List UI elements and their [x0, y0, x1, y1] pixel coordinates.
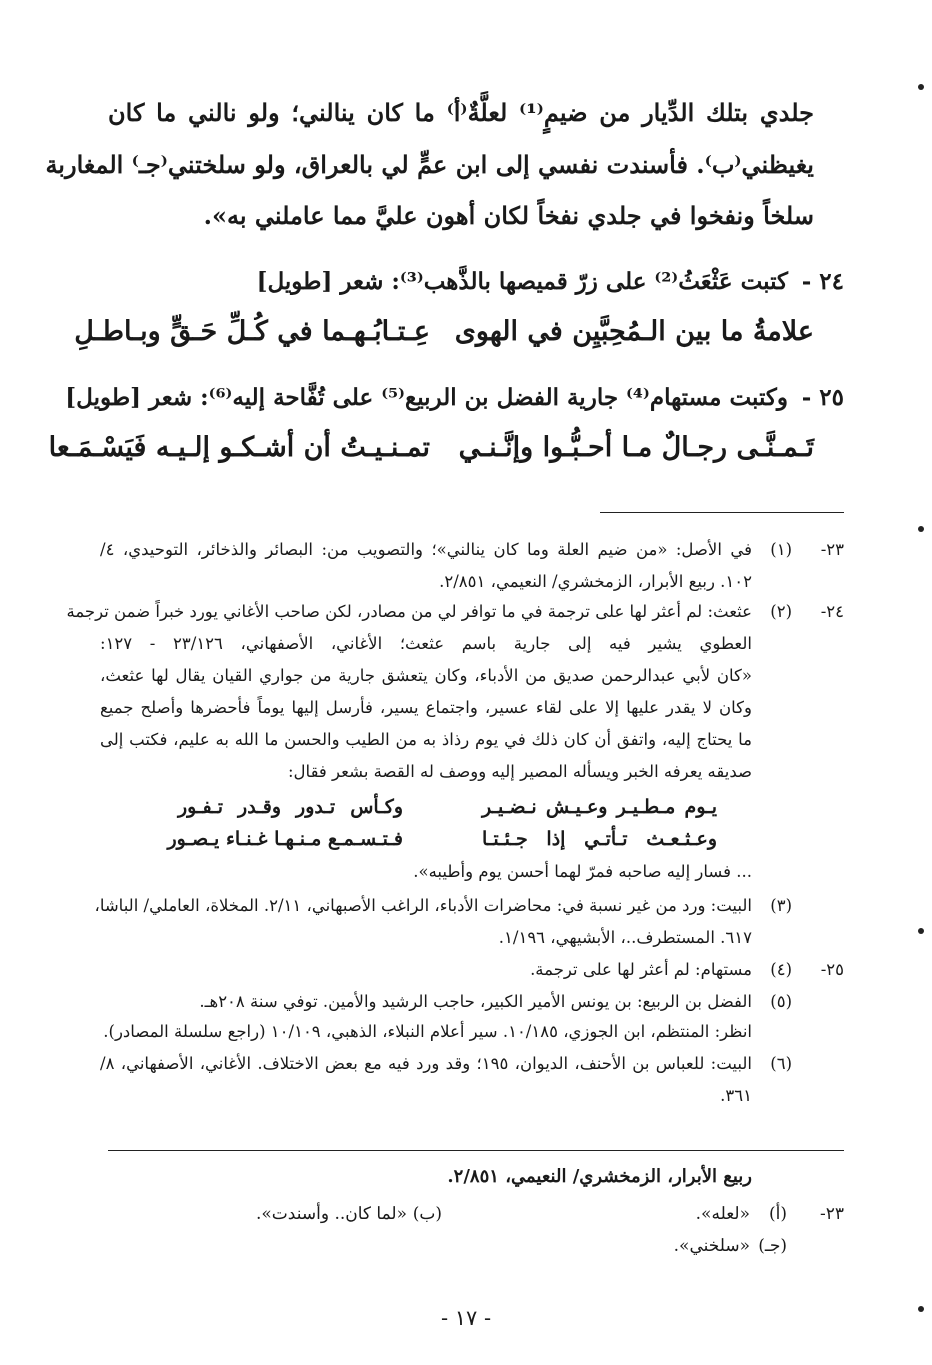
- variants-group: ٢٣-: [819, 1204, 844, 1224]
- verse-first-hemistich: علامةُ ما بين الـمُحِبَّيِن في الهوى: [454, 316, 814, 347]
- footnote-number: (٥): [770, 992, 792, 1011]
- body-line-2: يغيظني⁽ب⁾. فأسندت نفسي إلى ابن عمٍّ لي بالعراق، ولو سلختني⁽جـ⁾ المغاربة: [45, 150, 814, 179]
- footnote-verse-1b: وكـأس تـدور وقـدر تـفـور: [178, 796, 403, 818]
- variant-b-text: «لما كان.. وأسندت».: [256, 1204, 407, 1224]
- footnote-number: (٢): [770, 602, 792, 621]
- page-number: - ١٧ -: [440, 1306, 492, 1330]
- entry-number: ٢٤ -: [801, 268, 844, 295]
- footnote-number: (٤): [770, 960, 792, 979]
- footnote-5-cont: انظر: المنتظم، ابن الجوزي، ١٠/١٨٥. سير أعلام النبلاء، الذهبي، ١٠/١٠٩ (راجع سلسلة المصادر).: [103, 1022, 752, 1041]
- footnote-number: (٦): [770, 1054, 792, 1073]
- margin-dot: [918, 1306, 924, 1312]
- entry-intro: وكتبت مستهام⁽⁴⁾ جارية الفضل بن الربيع⁽⁵⁾ على تُفَّاحة إليه⁽⁶⁾: شعر [طويل]: [65, 384, 788, 411]
- verse-25: [48, 432, 814, 472]
- variant-b-label: (ب): [412, 1204, 442, 1224]
- body-line-3: سلخاً ونفخوا في جلدي نفخاً لكان أهون عليَّ مما عاملني به».: [203, 201, 814, 230]
- variant-c-text: «سلخني».: [673, 1236, 750, 1256]
- footnote-text: عثعث: لم أعثر لها على ترجمة في ما توافر لي من مصادر، لكن صاحب الأغاني يورد خبراً ضمن ترجمة: [66, 602, 752, 621]
- footnote-1-cont: ١٠٢. ربيع الأبرار، الزمخشري/ النعيمي، ٢/٨٥١.: [439, 572, 752, 591]
- footnote-text: البيت: للعباس بن الأحنف، الديوان، ١٩٥؛ وقد ورد فيه مع بعض الاختلاف. الأغاني، الأصفهاني، ٨/: [100, 1054, 752, 1073]
- footnote-group: ٢٤-: [820, 602, 844, 621]
- footnote-2-cont-4: ما يحتاج إليه، واتفق أن كان ذلك في يوم رذاذ به من الطيب والحسن ما الله به عليم، فكتب إلى: [100, 730, 752, 749]
- footnote-text: البيت: ورد من غير نسبة في: محاضرات الأدباء، الراغب الأصبهاني، ٢/١١. المخلاة، العاملي/ الباشا،: [94, 896, 752, 915]
- footnote-number: (١): [770, 540, 792, 559]
- entry-intro: كتبت عَثْعَثُ⁽²⁾ على زرّ قميصها بالذَّهب⁽³⁾: شعر [طويل]: [256, 268, 788, 295]
- variant-a-label: (أ): [769, 1204, 787, 1224]
- margin-dot: [918, 84, 924, 90]
- verse-second-hemistich: عِـتـابُـهـما في كُـلِّ حَـقٍّ وبـاطـلِ: [74, 316, 430, 347]
- footnote-2-cont-2: «كان لأبي عبدالرحمن صديق من الأدباء، وكان يتعشق جارية من جواري القيان يقال لها عثعث،: [100, 666, 752, 685]
- footnote-text: في الأصل: «من ضيم العلة وما كان ينالني»؛ والتصويب من: البصائر والذخائر، التوحيدي، ٤/: [100, 540, 752, 559]
- entry-number: ٢٥ -: [801, 384, 844, 411]
- variants-separator: [108, 1150, 844, 1151]
- footnote-number: (٣): [770, 896, 792, 915]
- body-line-1: جلدي بتلك الدِّيار من ضيمٍ⁽¹⁾ لعلَّةٌ⁽أ⁾ ما كان ينالني؛ ولو نالني ما كان: [108, 98, 814, 127]
- verse-24: [74, 316, 814, 356]
- footnote-2-cont-5: صديقه يعرفه الخبر ويسأله المصير إليه ووصف له القصة بشعر فقال:: [288, 762, 752, 781]
- footnote-group: ٢٥-: [820, 960, 844, 979]
- footnote-verse-2b: فـتـسـمـع مـنـهـا غـنـاء يـصـور: [167, 828, 403, 850]
- footnote-group: ٢٣-: [820, 540, 844, 559]
- margin-dot: [918, 928, 924, 934]
- footnote-2-closing: ... فسار إليه صاحبه فمرّ لهما أحسن يوم وأطيبه».: [413, 862, 752, 881]
- footnote-separator: [600, 512, 844, 513]
- footnote-3-cont: ٦١٧. المستطرف..، الأبشيهي، ١/١٩٦.: [498, 928, 752, 947]
- footnote-verse-2a: وعـثـعـث تـأتـي إذا جـئـتـا: [482, 828, 717, 850]
- footnote-text: الفضل بن الربيع: بن يونس الأمير الكبير، حاجب الرشيد والأمين. توفي سنة ٢٠٨هـ.: [199, 992, 752, 1011]
- verse-first-hemistich: تَـمـنَّـى رجـالٌ مـا أحـبُّـوا وإنَّـنـي: [458, 432, 814, 463]
- margin-dot: [918, 526, 924, 532]
- verse-second-hemistich: تمـنـيـتُ أن أشـكـو إلـيـه فَيَسْـمَـعا: [48, 432, 430, 463]
- footnote-2-cont-1: العطوي يشير فيه إلى جارية باسم عثعث؛ الأغاني، الأصفهاني، ٢٣/١٢٦ - ١٢٧:: [100, 634, 752, 653]
- footnote-text: مستهام: لم أعثر لها على ترجمة.: [530, 960, 752, 979]
- footnote-verse-1a: يـوم مـطـيـر وعـيـش نـضـيـر: [482, 796, 717, 818]
- variant-a-text: «لعله».: [695, 1204, 750, 1224]
- footnote-6-cont: ٣٦١.: [720, 1086, 752, 1105]
- variant-c-label: (جـ): [758, 1236, 787, 1256]
- footnote-2-cont-3: وكان لا يقدر عليها إلا على لقاء عسير، واجتماع يسير، فأرسل إليها يوماً فأحضرها وأصلح جميع: [100, 698, 752, 717]
- variants-heading: ربيع الأبرار، الزمخشري/ النعيمي، ٢/٨٥١.: [447, 1166, 752, 1187]
